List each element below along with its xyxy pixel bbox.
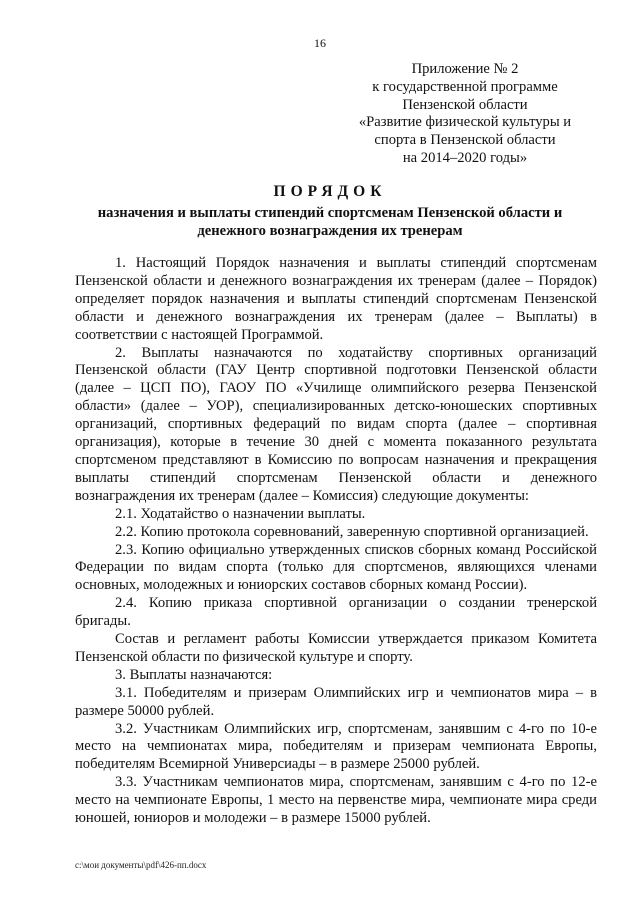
appendix-line: Приложение № 2 — [411, 61, 519, 77]
appendix-line: «Развитие физической культуры и — [358, 114, 572, 131]
document-body — [75, 255, 597, 828]
paragraph-3: 3. Выплаты назначаются: — [115, 666, 273, 683]
paragraph-2: 2. Выплаты назначаются по ходатайству спортивных организаций Пензенской области (ГАУ Центр спортивной подготовки Пензенской области (далее – ЦСП ПО), ГАОУ ПО «Училище олимпийского резерва Пензенской области» (далее – УОР), специализированных детско-юношеских спортивных организаций, спортивных федераций по видам спорта (далее – спортивная организация), которые в течение 30 дней с момента показанного результата спортсменом представляют в Комиссию по вопросам назначения и прекращения выплаты стипендий спортсменам Пензенской области и денежного вознаграждения их тренерам (далее – Комиссия) следующие документы: — [75, 344, 597, 504]
paragraph-commission: Состав и регламент работы Комиссии утверждается приказом Комитета Пензенской области по физической культуре и спорту. — [75, 631, 597, 665]
paragraph-3-1: 3.1. Победителям и призерам Олимпийских игр и чемпионатов мира – в размере 50000 рублей. — [75, 684, 597, 719]
appendix-header — [330, 61, 600, 168]
paragraph-2-2: 2.2. Копию протокола соревнований, заверенную спортивной организацией. — [115, 523, 589, 540]
document-subtitle — [64, 204, 596, 240]
subtitle-line: денежного вознаграждения их тренерам — [197, 223, 463, 239]
paragraph-2-4: 2.4. Копию приказа спортивной организации о создании тренерской бригады. — [75, 595, 597, 630]
appendix-line: спорта в Пензенской области — [374, 132, 556, 149]
appendix-line: на 2014–2020 годы» — [402, 149, 528, 166]
appendix-line: Пензенской области — [402, 96, 528, 113]
paragraph-2-3: 2.3. Копию официально утвержденных списков сборных команд Российской Федерации по видам спорта (только для спортсменов, являющихся членами основных, молодежных и юниорских составов сборных команд России). — [75, 541, 597, 594]
subtitle-line: назначения и выплаты стипендий спортсменам Пензенской области и — [97, 205, 563, 221]
document-title: ПОРЯДОК — [273, 183, 387, 200]
file-path-footer: c:\мои документы\pdf\426-пп.docx — [75, 860, 207, 870]
paragraph-3-3: 3.3. Участникам чемпионатов мира, спортсменам, занявшим с 4-го по 12-е место на чемпионате Европы, 1 место на первенстве мира, чемпионате мира среди юношей, юниоров и молодежи – в размере 15000 рублей. — [75, 774, 597, 827]
appendix-line: к государственной программе — [372, 78, 558, 95]
paragraph-3-2: 3.2. Участникам Олимпийских игр, спортсменам, занявшим с 4-го по 10-е место на чемпионатах мира, победителям и призерам чемпионата Европы, победителям Всемирной Универсиады – в размере 25000 рублей. — [75, 720, 597, 773]
paragraph-2-1: 2.1. Ходатайство о назначении выплаты. — [115, 505, 366, 522]
paragraph-1: 1. Настоящий Порядок назначения и выплаты стипендий спортсменам Пензенской области и денежного вознаграждения их тренерам (далее – Порядок) определяет порядок назначения и выплаты стипендий спортсменам Пензенской области и денежного вознаграждения их тренерам (далее – Выплаты) в соответствии с настоящей Программой. — [75, 255, 597, 343]
page-number: 16 — [314, 36, 326, 50]
